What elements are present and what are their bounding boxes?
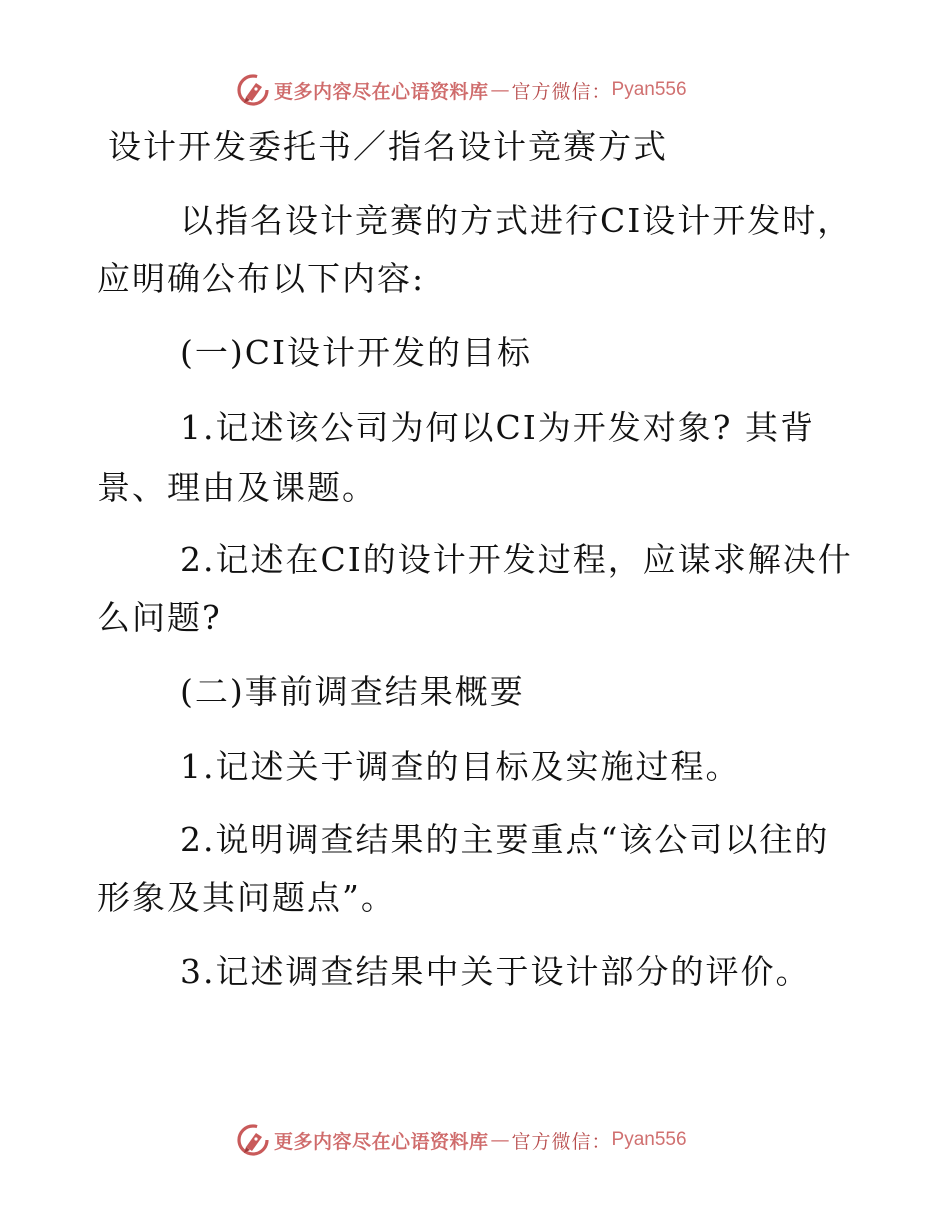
section-1-heading: (一)CI设计开发的目标 — [180, 333, 533, 372]
watermark-dash: — — [490, 1129, 510, 1151]
intro-line-1: 以指名设计竞赛的方式进行CI设计开发时， — [180, 201, 853, 240]
section-1-item-1-line-1: 1.记述该公司为何以CI为开发对象? 其背 — [180, 408, 815, 447]
pen-nib-logo-icon — [236, 73, 270, 107]
section-2-item-3: 3.记述调查结果中关于设计部分的评价。 — [180, 952, 811, 991]
section-2-item-1: 1.记述关于调查的目标及实施过程。 — [180, 747, 741, 786]
watermark-banner-top — [236, 72, 687, 108]
section-2-item-2-line-2: 形象及其问题点”。 — [97, 878, 396, 917]
pen-nib-logo-icon — [236, 1123, 270, 1157]
section-1-item-2-line-2: 么问题? — [97, 598, 222, 637]
intro-line-2: 应明确公布以下内容: — [97, 259, 426, 298]
watermark-official-label: 官方微信： — [511, 1130, 612, 1153]
section-1-item-1-line-2: 景、理由及课题。 — [97, 468, 377, 507]
watermark-handle: Pyan556 — [611, 79, 687, 100]
watermark-handle: Pyan556 — [611, 1129, 687, 1150]
document-title: 设计开发委托书／指名设计竞赛方式 — [108, 127, 668, 166]
section-2-item-2-line-1: 2.说明调查结果的主要重点“该公司以往的 — [180, 820, 830, 859]
watermark-banner-bottom — [236, 1122, 687, 1158]
watermark-official-label: 官方微信： — [511, 80, 612, 103]
watermark-text: 更多内容尽在心语资料库 — [274, 80, 489, 103]
section-2-heading: (二)事前调查结果概要 — [180, 672, 525, 711]
watermark-dash: — — [490, 79, 510, 101]
watermark-text: 更多内容尽在心语资料库 — [274, 1130, 489, 1153]
section-1-item-2-line-1: 2.记述在CI的设计开发过程，应谋求解决什 — [180, 540, 853, 579]
